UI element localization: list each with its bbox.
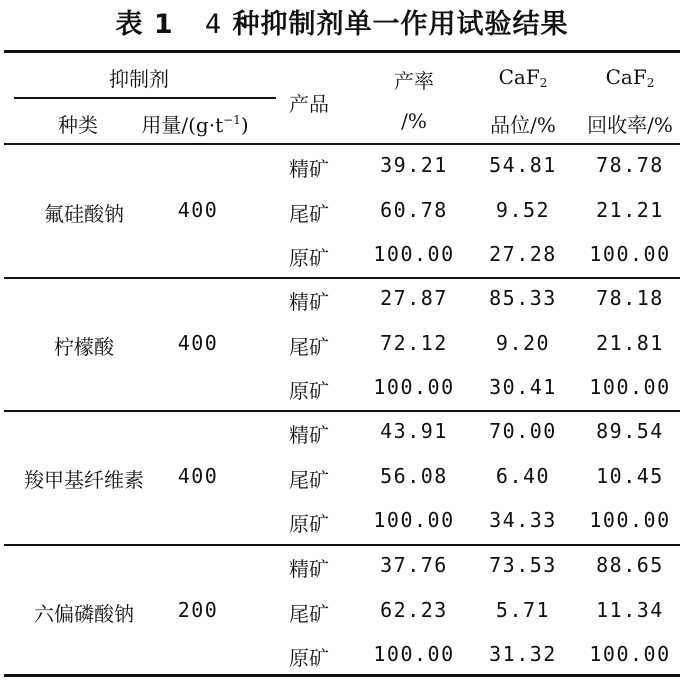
- group-separator-rule: [4, 277, 680, 279]
- grade-cell: 30.41: [489, 375, 557, 399]
- grade-cell: 73.53: [489, 553, 557, 577]
- product-cell: 精矿: [289, 157, 329, 181]
- grade-cell: 54.81: [489, 153, 557, 177]
- recovery-cell: 100.00: [589, 508, 671, 532]
- yield-cell: 39.21: [380, 153, 448, 177]
- top-rule: [4, 50, 680, 53]
- header-inhibitor-underline: [14, 97, 276, 99]
- recovery-cell: 10.45: [596, 463, 664, 488]
- grade-cell: 85.33: [489, 286, 557, 310]
- header-rule: [4, 143, 680, 145]
- inhibitor-dosage: 200: [177, 597, 219, 622]
- header-inhibitor: 抑制剂: [109, 67, 169, 91]
- product-cell: 尾矿: [289, 601, 329, 626]
- header-dosage-sup: −1: [223, 113, 241, 127]
- header-yield-unit: /%: [401, 109, 427, 133]
- table-title-text: 种抑制剂单一作用试验结果: [232, 9, 569, 40]
- header-dosage: [141, 109, 248, 138]
- table-title: [0, 2, 684, 41]
- product-cell: 精矿: [289, 290, 329, 314]
- inhibitor-name: 六偏磷酸钠: [34, 601, 134, 626]
- yield-cell: 100.00: [373, 642, 455, 666]
- product-cell: 尾矿: [289, 334, 329, 359]
- header-dosage-close: ): [240, 113, 249, 137]
- group-separator-rule: [4, 544, 680, 546]
- inhibitor-name: 氟硅酸钠: [44, 201, 124, 226]
- yield-cell: 100.00: [373, 375, 455, 399]
- yield-cell: 62.23: [380, 597, 448, 622]
- inhibitor-name: 羧甲基纤维素: [24, 467, 144, 492]
- yield-cell: 56.08: [380, 463, 448, 488]
- grade-cell: 9.20: [495, 330, 551, 355]
- recovery-cell: 21.81: [596, 330, 664, 355]
- inhibitor-dosage: 400: [177, 197, 219, 222]
- header-grade-main: CaF: [498, 65, 540, 89]
- recovery-cell: 88.65: [596, 553, 664, 577]
- inhibitor-dosage: 400: [177, 463, 219, 488]
- header-product: 产品: [289, 92, 329, 116]
- header-recovery-top: [606, 65, 655, 90]
- header-grade-sub: 2: [539, 76, 548, 90]
- yield-cell: 100.00: [373, 242, 455, 266]
- recovery-cell: 78.78: [596, 153, 664, 177]
- product-cell: 原矿: [289, 379, 329, 403]
- yield-cell: 60.78: [380, 197, 448, 222]
- recovery-cell: 100.00: [589, 375, 671, 399]
- inhibitor-name: 柠檬酸: [54, 334, 114, 359]
- header-recovery-sub: 2: [646, 76, 655, 90]
- yield-cell: 100.00: [373, 508, 455, 532]
- grade-cell: 34.33: [489, 508, 557, 532]
- recovery-cell: 21.21: [596, 197, 664, 222]
- grade-cell: 27.28: [489, 242, 557, 266]
- recovery-cell: 89.54: [596, 419, 664, 443]
- inhibitor-dosage: 400: [177, 330, 219, 355]
- grade-cell: 70.00: [489, 419, 557, 443]
- yield-cell: 37.76: [380, 553, 448, 577]
- product-cell: 尾矿: [289, 467, 329, 492]
- recovery-cell: 100.00: [589, 242, 671, 266]
- grade-cell: 9.52: [495, 197, 551, 222]
- bottom-rule: [4, 674, 680, 677]
- table-title-number: 4: [204, 9, 223, 40]
- recovery-cell: 11.34: [596, 597, 664, 622]
- grade-cell: 31.32: [489, 642, 557, 666]
- header-recovery-main: CaF: [605, 65, 647, 89]
- header-recovery-unit: 回收率/%: [587, 113, 673, 137]
- header-type: 种类: [58, 113, 98, 137]
- product-cell: 精矿: [289, 557, 329, 581]
- yield-cell: 27.87: [380, 286, 448, 310]
- yield-cell: 43.91: [380, 419, 448, 443]
- header-grade-unit: 品位/%: [490, 113, 556, 137]
- product-cell: 尾矿: [289, 201, 329, 226]
- recovery-cell: 78.18: [596, 286, 664, 310]
- recovery-cell: 100.00: [589, 642, 671, 666]
- table-title-prefix: 表 1: [115, 9, 174, 40]
- yield-cell: 72.12: [380, 330, 448, 355]
- product-cell: 原矿: [289, 646, 329, 670]
- grade-cell: 5.71: [495, 597, 551, 622]
- header-dosage-label: 用量/(g·t: [141, 113, 224, 137]
- product-cell: 精矿: [289, 423, 329, 447]
- header-yield-top: 产率: [394, 69, 434, 93]
- product-cell: 原矿: [289, 246, 329, 270]
- product-cell: 原矿: [289, 512, 329, 536]
- group-separator-rule: [4, 410, 680, 412]
- grade-cell: 6.40: [495, 463, 551, 488]
- header-grade-top: [499, 65, 548, 90]
